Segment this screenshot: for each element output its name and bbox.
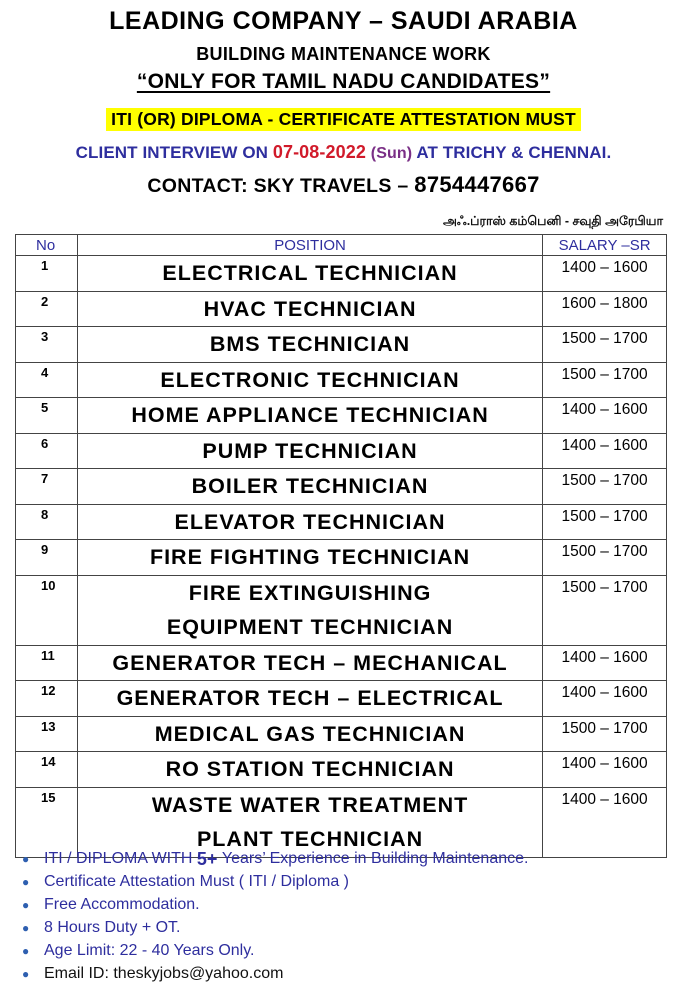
row-position: GENERATOR TECH – ELECTRICAL [77, 681, 542, 717]
list-item [22, 893, 528, 916]
experience-prefix: ITI / DIPLOMA WITH [44, 849, 193, 867]
row-salary: 1400 – 1600 [543, 398, 667, 434]
row-no: 2 [16, 291, 78, 327]
qualification-banner [0, 108, 687, 131]
row-salary: 1400 – 1600 [543, 752, 667, 788]
table-row [16, 398, 667, 434]
interview-date: 07-08-2022 [272, 142, 366, 162]
table-row [16, 362, 667, 398]
row-salary: 1400 – 1600 [543, 256, 667, 292]
table-row [16, 327, 667, 363]
tamil-company-line: அஃ.ப்ராஸ் கம்பெனி - சவுதி அரேபியா [443, 214, 663, 228]
bullet-icon: ● [22, 874, 30, 889]
row-no: 10 [16, 575, 78, 645]
contact-label: CONTACT: SKY TRAVELS – [147, 175, 409, 197]
bullet-icon: ● [22, 966, 30, 981]
qualification-text: ITI (OR) DIPLOMA - CERTIFICATE ATTESTATION MUST [106, 108, 581, 131]
work-type-subtitle: BUILDING MAINTENANCE WORK [196, 44, 491, 64]
interview-day: (Sun) [370, 145, 413, 162]
row-no: 5 [16, 398, 78, 434]
row-position: MEDICAL GAS TECHNICIAN [77, 716, 542, 752]
row-no: 15 [16, 787, 78, 857]
row-no: 14 [16, 752, 78, 788]
row-position-line1: WASTE WATER TREATMENT [151, 792, 469, 817]
bullet-icon: ● [22, 851, 30, 866]
row-position-line2: EQUIPMENT TECHNICIAN [166, 615, 454, 639]
row-salary: 1500 – 1700 [543, 327, 667, 363]
table-row [16, 716, 667, 752]
row-no: 3 [16, 327, 78, 363]
row-no: 12 [16, 681, 78, 717]
row-salary: 1500 – 1700 [543, 504, 667, 540]
row-no: 13 [16, 716, 78, 752]
table-row [16, 575, 667, 645]
row-salary: 1500 – 1700 [543, 362, 667, 398]
header-salary: SALARY –SR [543, 235, 667, 256]
row-salary: 1400 – 1600 [543, 787, 667, 857]
row-position [77, 575, 542, 645]
list-item [22, 870, 528, 893]
company-title: LEADING COMPANY – SAUDI ARABIA [109, 7, 578, 35]
list-item [22, 962, 528, 985]
contact-phone[interactable]: 8754447667 [414, 172, 540, 197]
bullet-icon: ● [22, 920, 30, 935]
table-row [16, 256, 667, 292]
experience-suffix: Years’ Experience in Building Maintenance. [221, 849, 529, 867]
attestation-note: Certificate Attestation Must ( ITI / Diploma ) [44, 872, 349, 890]
experience-years: 5+ [196, 848, 218, 869]
table-row [16, 681, 667, 717]
table-row [16, 540, 667, 576]
row-position: BOILER TECHNICIAN [77, 469, 542, 505]
table-row [16, 504, 667, 540]
duty-note: 8 Hours Duty + OT. [44, 918, 181, 936]
list-item [22, 916, 528, 939]
row-no: 8 [16, 504, 78, 540]
row-salary: 1400 – 1600 [543, 645, 667, 681]
row-position: HOME APPLIANCE TECHNICIAN [77, 398, 542, 434]
contact-line [0, 172, 687, 198]
header-no: No [16, 235, 78, 256]
row-salary: 1400 – 1600 [543, 681, 667, 717]
row-salary: 1400 – 1600 [543, 433, 667, 469]
row-salary: 1600 – 1800 [543, 291, 667, 327]
row-position: RO STATION TECHNICIAN [77, 752, 542, 788]
row-salary: 1500 – 1700 [543, 469, 667, 505]
candidate-restriction-text: “ONLY FOR TAMIL NADU CANDIDATES” [136, 70, 551, 93]
row-position: ELECTRONIC TECHNICIAN [77, 362, 542, 398]
row-position: ELECTRICAL TECHNICIAN [77, 256, 542, 292]
table-row [16, 645, 667, 681]
row-no: 11 [16, 645, 78, 681]
row-no: 7 [16, 469, 78, 505]
row-position: BMS TECHNICIAN [77, 327, 542, 363]
row-position: ELEVATOR TECHNICIAN [77, 504, 542, 540]
bullet-icon: ● [22, 943, 30, 958]
accommodation-note: Free Accommodation. [44, 895, 200, 913]
interview-prefix: CLIENT INTERVIEW ON [75, 143, 269, 162]
email-contact[interactable]: Email ID: theskyjobs@yahoo.com [44, 964, 284, 982]
table-header-row [16, 235, 667, 256]
row-no: 6 [16, 433, 78, 469]
list-item [22, 847, 528, 870]
row-no: 4 [16, 362, 78, 398]
positions-table [15, 234, 667, 858]
header-position: POSITION [77, 235, 542, 256]
row-position-line1: FIRE EXTINGUISHING [188, 580, 432, 605]
bullet-icon: ● [22, 897, 30, 912]
row-salary: 1500 – 1700 [543, 716, 667, 752]
row-position-line2: PLANT TECHNICIAN [196, 827, 424, 851]
list-item [22, 939, 528, 962]
table-row [16, 433, 667, 469]
table-row [16, 469, 667, 505]
table-row [16, 752, 667, 788]
table-row [16, 291, 667, 327]
row-position: FIRE FIGHTING TECHNICIAN [77, 540, 542, 576]
requirements-list [22, 847, 528, 985]
row-salary: 1500 – 1700 [543, 575, 667, 645]
candidate-restriction [0, 70, 687, 94]
row-position: HVAC TECHNICIAN [77, 291, 542, 327]
row-position: PUMP TECHNICIAN [77, 433, 542, 469]
row-salary: 1500 – 1700 [543, 540, 667, 576]
interview-location: AT TRICHY & CHENNAI. [416, 143, 612, 162]
interview-line [0, 142, 687, 163]
age-limit-note: Age Limit: 22 - 40 Years Only. [44, 941, 255, 959]
row-position: GENERATOR TECH – MECHANICAL [77, 645, 542, 681]
row-no: 1 [16, 256, 78, 292]
row-no: 9 [16, 540, 78, 576]
